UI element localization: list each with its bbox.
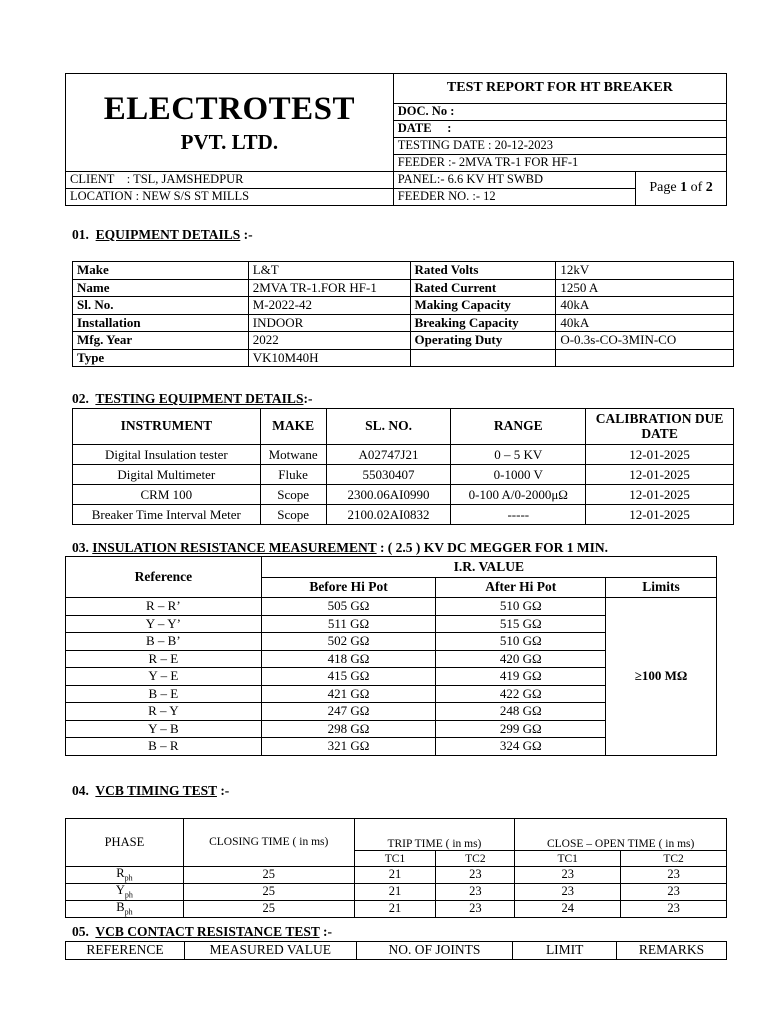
contact-resistance-header: REMARKS (617, 942, 727, 960)
testing-equipment-cell: Digital Multimeter (73, 465, 261, 485)
equipment-table (72, 261, 734, 367)
timing-trip-header: TRIP TIME ( in ms) (354, 819, 515, 851)
panel: PANEL:- 6.6 KV HT SWBD (393, 172, 635, 189)
close-open-tc1-header: TC1 (515, 851, 621, 867)
ir-limits-header: Limits (606, 578, 717, 598)
ir-before-value: 298 GΩ (261, 720, 436, 738)
page-number: 1 (680, 180, 688, 196)
ir-limit-value: ≥100 MΩ (606, 598, 717, 756)
rating-key: Rated Volts (410, 262, 556, 280)
section-title: EQUIPMENT DETAILS (95, 227, 241, 242)
testing-equipment-cell: 0-1000 V (451, 465, 586, 485)
equipment-value: M-2022-42 (248, 297, 410, 315)
section-insulation-heading (72, 540, 608, 556)
page-total: 2 (705, 180, 713, 196)
rating-key: Operating Duty (410, 332, 556, 350)
rating-value: 12kV (556, 262, 734, 280)
testing-equipment-header: SL. NO. (326, 409, 451, 445)
section-number: 03. (72, 540, 89, 555)
testing-equipment-table (72, 408, 734, 525)
section-title: VCB TIMING TEST (95, 783, 217, 798)
timing-closing-header: CLOSING TIME ( in ms) (183, 819, 354, 867)
ir-before-value: 321 GΩ (261, 738, 436, 756)
timing-value: 23 (621, 883, 727, 900)
ir-after-value: 510 GΩ (436, 598, 606, 616)
rating-value: 1250 A (556, 279, 734, 297)
timing-phase (66, 900, 184, 917)
ir-reference: B – E (66, 685, 262, 703)
equipment-value: L&T (248, 262, 410, 280)
equipment-value: 2MVA TR-1.FOR HF-1 (248, 279, 410, 297)
testing-equipment-header: INSTRUMENT (73, 409, 261, 445)
ir-before-value: 418 GΩ (261, 650, 436, 668)
timing-phase (66, 867, 184, 884)
timing-row (66, 900, 727, 917)
testing-equipment-cell: 12-01-2025 (586, 445, 734, 465)
ir-after-value: 299 GΩ (436, 720, 606, 738)
testing-equipment-cell: 12-01-2025 (586, 465, 734, 485)
section-suffix: :- (319, 924, 332, 939)
ir-before-value: 421 GΩ (261, 685, 436, 703)
report-title: TEST REPORT FOR HT BREAKER (393, 74, 726, 104)
section-equipment-heading (72, 227, 253, 243)
timing-value: 24 (515, 900, 621, 917)
rating-value (556, 349, 734, 367)
ir-after-value: 419 GΩ (436, 668, 606, 686)
feeder-no: FEEDER NO. :- 12 (393, 189, 635, 206)
testing-equipment-cell: 12-01-2025 (586, 505, 734, 525)
testing-date: TESTING DATE : 20-12-2023 (393, 138, 726, 155)
phase-subscript: ph (124, 873, 133, 883)
section-timing-heading (72, 783, 229, 799)
ir-reference: Y – Y’ (66, 615, 262, 633)
testing-equipment-cell: Motwane (260, 445, 326, 465)
contact-resistance-header: LIMIT (513, 942, 617, 960)
equipment-value: 2022 (248, 332, 410, 350)
section-suffix: :- (303, 391, 313, 406)
section-contact-resistance-heading (72, 924, 332, 940)
page-prefix: Page (649, 180, 681, 196)
timing-value: 23 (515, 883, 621, 900)
ir-reference: Y – E (66, 668, 262, 686)
equipment-key: Installation (73, 314, 249, 332)
timing-value: 23 (436, 900, 515, 917)
close-open-tc2-header: TC2 (621, 851, 727, 867)
section-title: INSULATION RESISTANCE MEASUREMENT (92, 540, 377, 555)
equipment-value: INDOOR (248, 314, 410, 332)
location: LOCATION : NEW S/S ST MILLS (66, 189, 394, 206)
ir-after-value: 324 GΩ (436, 738, 606, 756)
ir-row (66, 598, 717, 616)
phase-letter: R (116, 866, 125, 880)
ir-after-value: 515 GΩ (436, 615, 606, 633)
rating-value: O-0.3s-CO-3MIN-CO (556, 332, 734, 350)
ir-value-header: I.R. VALUE (261, 557, 716, 578)
ir-reference: R – E (66, 650, 262, 668)
contact-resistance-table (65, 941, 727, 960)
ir-after-value: 248 GΩ (436, 703, 606, 721)
testing-equipment-cell: 2300.06AI0990 (326, 485, 451, 505)
ir-reference: Y – B (66, 720, 262, 738)
section-title: TESTING EQUIPMENT DETAILS (95, 391, 304, 406)
phase-subscript: ph (124, 890, 133, 900)
phase-subscript: ph (124, 907, 133, 917)
report-header (65, 73, 727, 206)
equipment-row (73, 332, 734, 350)
timing-value: 21 (354, 867, 436, 884)
testing-equipment-cell: Fluke (260, 465, 326, 485)
equipment-row (73, 297, 734, 315)
ir-after-header: After Hi Pot (436, 578, 606, 598)
ir-before-value: 415 GΩ (261, 668, 436, 686)
ir-after-value: 422 GΩ (436, 685, 606, 703)
testing-equipment-cell: A02747J21 (326, 445, 451, 465)
ir-before-value: 505 GΩ (261, 598, 436, 616)
ir-reference-header: Reference (66, 557, 262, 598)
contact-resistance-header: NO. OF JOINTS (356, 942, 513, 960)
equipment-key: Type (73, 349, 249, 367)
timing-value: 23 (621, 867, 727, 884)
phase-letter: Y (115, 882, 125, 897)
timing-value: 21 (354, 900, 436, 917)
timing-value: 23 (621, 900, 727, 917)
company-name: ELECTROTEST (103, 90, 356, 127)
section-number: 04. (72, 783, 89, 798)
testing-equipment-cell: 2100.02AI0832 (326, 505, 451, 525)
equipment-value: VK10M40H (248, 349, 410, 367)
timing-row (66, 867, 727, 884)
testing-equipment-cell: Scope (260, 485, 326, 505)
ir-after-value: 420 GΩ (436, 650, 606, 668)
testing-equipment-row (73, 445, 734, 465)
company-suffix: PVT. LTD. (180, 129, 279, 154)
timing-phase-header: PHASE (66, 819, 184, 867)
section-suffix: : ( 2.5 ) KV DC MEGGER FOR 1 MIN. (376, 540, 609, 555)
testing-equipment-cell: Breaker Time Interval Meter (73, 505, 261, 525)
section-number: 02. (72, 391, 89, 406)
equipment-key: Make (73, 262, 249, 280)
section-number: 05. (72, 924, 89, 939)
page-of: of (687, 180, 706, 196)
equipment-key: Name (73, 279, 249, 297)
doc-no: DOC. No : (393, 104, 726, 121)
contact-resistance-header: REFERENCE (66, 942, 185, 960)
timing-phase (66, 883, 184, 900)
rating-key: Making Capacity (410, 297, 556, 315)
timing-value: 23 (515, 867, 621, 884)
testing-equipment-cell: ----- (451, 505, 586, 525)
vcb-timing-table (65, 818, 727, 918)
timing-value: 23 (436, 883, 515, 900)
testing-equipment-cell: 12-01-2025 (586, 485, 734, 505)
trip-tc1-header: TC1 (354, 851, 436, 867)
testing-equipment-header: RANGE (451, 409, 586, 445)
ir-before-value: 511 GΩ (261, 615, 436, 633)
testing-equipment-cell: Digital Insulation tester (73, 445, 261, 465)
testing-equipment-cell: Scope (260, 505, 326, 525)
ir-before-header: Before Hi Pot (261, 578, 436, 598)
section-number: 01. (72, 227, 89, 242)
testing-equipment-row (73, 485, 734, 505)
company-logo (66, 74, 394, 172)
timing-value: 25 (183, 900, 354, 917)
section-title: VCB CONTACT RESISTANCE TEST (95, 924, 320, 939)
rating-value: 40kA (556, 314, 734, 332)
testing-equipment-cell: CRM 100 (73, 485, 261, 505)
timing-row (66, 883, 727, 900)
timing-close-open-header: CLOSE – OPEN TIME ( in ms) (515, 819, 727, 851)
insulation-resistance-table (65, 556, 717, 756)
equipment-row (73, 279, 734, 297)
testing-equipment-header: MAKE (260, 409, 326, 445)
ir-reference: B – R (66, 738, 262, 756)
testing-equipment-row (73, 465, 734, 485)
section-suffix: :- (216, 783, 230, 798)
feeder: FEEDER :- 2MVA TR-1 FOR HF-1 (393, 155, 726, 172)
timing-value: 21 (354, 883, 436, 900)
equipment-row (73, 349, 734, 367)
timing-value: 25 (183, 883, 354, 900)
timing-value: 25 (183, 867, 354, 884)
testing-equipment-cell: 0 – 5 KV (451, 445, 586, 465)
rating-key (410, 349, 556, 367)
ir-before-value: 247 GΩ (261, 703, 436, 721)
equipment-key: Sl. No. (73, 297, 249, 315)
ir-reference: R – Y (66, 703, 262, 721)
client: CLIENT : TSL, JAMSHEDPUR (66, 172, 394, 189)
page-indicator (636, 172, 727, 206)
ir-after-value: 510 GΩ (436, 633, 606, 651)
section-testing-equipment-heading (72, 391, 312, 407)
ir-reference: R – R’ (66, 598, 262, 616)
ir-reference: B – B’ (66, 633, 262, 651)
rating-key: Breaking Capacity (410, 314, 556, 332)
timing-value: 23 (436, 867, 515, 884)
equipment-row (73, 262, 734, 280)
testing-equipment-cell: 0-100 A/0-2000μΩ (451, 485, 586, 505)
section-suffix: :- (240, 227, 253, 242)
doc-date: DATE : (393, 121, 726, 138)
rating-key: Rated Current (410, 279, 556, 297)
testing-equipment-row (73, 505, 734, 525)
ir-before-value: 502 GΩ (261, 633, 436, 651)
equipment-key: Mfg. Year (73, 332, 249, 350)
contact-resistance-header: MEASURED VALUE (184, 942, 356, 960)
trip-tc2-header: TC2 (436, 851, 515, 867)
testing-equipment-header: CALIBRATION DUE DATE (586, 409, 734, 445)
testing-equipment-cell: 55030407 (326, 465, 451, 485)
rating-value: 40kA (556, 297, 734, 315)
equipment-row (73, 314, 734, 332)
phase-letter: B (116, 899, 125, 914)
